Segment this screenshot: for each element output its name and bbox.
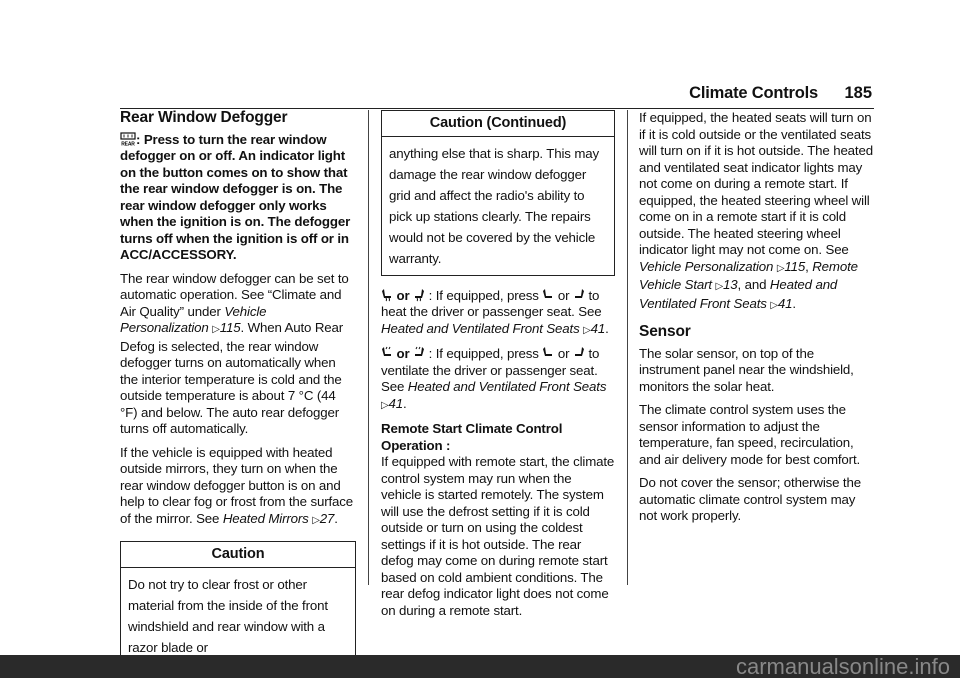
- heated-seat-driver-icon: [542, 288, 554, 302]
- heated-seat-passenger-icon: [573, 288, 585, 302]
- sensor-heading: Sensor: [639, 323, 691, 340]
- sensor-paragraph-1: The solar sensor, on top of the instrument panel near the windshield, monitors the solar heat.: [639, 345, 854, 394]
- page-ref[interactable]: 115: [219, 320, 241, 335]
- remote-start-text: If equipped with remote start, the climate control system may run when the vehicle is started remotely. The system will use the defrost setting if it is cold outside or turn on using the coldest settings if it is hot outside. The rear defog may come on during remote start based on cold ambient conditions. The rear defog indicator light does not come on during a remote start.: [381, 454, 615, 618]
- sensor-paragraph-2: The climate control system uses the sensor information to adjust the temperature, fan speed, recirculation, and air delivery mode for best comfort.: [639, 402, 861, 467]
- defogger-text: : Press to turn the rear window defogger on or off. An indicator light on the button comes on to show that the rear window defogger is on. The rear window defogger only works when the ignition is on. The defogger turns off when the ignition is off or in ACC/ACCESSORY.: [120, 131, 351, 262]
- column-3: [639, 110, 875, 532]
- caution-continued-box: [381, 110, 615, 276]
- xref-heated-seats[interactable]: Heated and Ventilated Front Seats: [639, 277, 838, 311]
- remote-seats-paragraph: If equipped, the heated seats will turn on if it is cold outside or the ventilated seats will turn on if it is hot outside. The heated and ventilated seat indicator lights may not come on during a remote start. If equipped, the heated steering wheel will come on in a remote start if it is cold outside. The heated steering wheel indicator light may not come on. See Vehicle Personalization ▷115, Remote Vehicle Start ▷13, and Heated and Ventilated Front Seats ▷41.: [639, 110, 873, 311]
- xref-heated-seats[interactable]: Heated and Ventilated Front Seats: [381, 320, 580, 336]
- page-ref-icon: ▷: [715, 281, 724, 292]
- page-ref[interactable]: 13: [723, 277, 738, 292]
- page-ref-icon: ▷: [770, 299, 778, 311]
- page-ref[interactable]: 115: [784, 258, 806, 274]
- xref-vehicle-personalization[interactable]: Vehicle Personalization: [120, 303, 267, 335]
- section-title: Climate Controls: [689, 84, 818, 102]
- column-1: [120, 110, 356, 672]
- heated-seat-driver-icon: [381, 288, 393, 302]
- mirrors-paragraph: If the vehicle is equipped with heated outside mirrors, they turn on when the rear window defogger button is on and help to clear fog or frost from the surface of the mirror. See Heated Mirrors ▷27.: [120, 444, 354, 526]
- auto-defog-paragraph: The rear window defogger can be set to automatic operation. See “Climate and Air Quality” under Vehicle Personalization ▷115. When Auto Rear Defog is selected, the rear window defogger turns on automatically when the interior temperature is cold and the outside temperature is about 7 °C (44 °F) and below. The auto rear defogger turns off automatically.: [120, 270, 349, 436]
- defogger-paragraph: [120, 132, 356, 264]
- xref-heated-mirrors[interactable]: Heated Mirrors: [222, 510, 309, 526]
- page-header: [0, 84, 960, 104]
- page-ref-icon: ▷: [381, 399, 389, 411]
- xref-remote-vehicle-start[interactable]: Remote Vehicle Start: [639, 258, 858, 292]
- page-ref[interactable]: 41: [777, 295, 793, 311]
- column-divider: [368, 110, 369, 585]
- sensor-paragraph-3: Do not cover the sensor; otherwise the automatic climate control system may not work properly.: [639, 475, 861, 523]
- svg-text:REAR: REAR: [121, 141, 135, 146]
- page-ref[interactable]: 27: [319, 510, 335, 526]
- ventilated-seat-passenger-icon: [573, 346, 585, 360]
- xref-heated-seats[interactable]: Heated and Ventilated Front Seats: [407, 379, 607, 394]
- remote-start-heading: Remote Start Climate Control Operation :: [381, 421, 563, 453]
- ventilated-seat-passenger-icon: [413, 346, 425, 360]
- caution-box: [120, 541, 356, 672]
- ventilated-seat-paragraph: or : If equipped, press or to ventilate the driver or passenger seat. See Heated and Ventilated Front Seats ▷41.: [381, 346, 607, 411]
- caution-title: Caution: [121, 542, 355, 568]
- remote-start-paragraph: [381, 421, 615, 619]
- watermark[interactable]: carmanualsonline.info: [735, 654, 950, 679]
- page-ref[interactable]: 41: [590, 320, 606, 336]
- column-divider: [627, 110, 628, 585]
- caution-title: Caution (Continued): [382, 111, 614, 137]
- page-number: 185: [844, 84, 872, 102]
- heated-seat-paragraph: or : If equipped, press or to heat the driver or passenger seat. See Heated and Ventilated Front Seats ▷41.: [381, 287, 609, 336]
- column-2: [381, 110, 615, 626]
- page-ref-icon: ▷: [212, 324, 220, 335]
- rear-defogger-heading: Rear Window Defogger: [120, 109, 288, 126]
- ventilated-seat-driver-icon: [381, 346, 393, 360]
- page-ref-icon: ▷: [312, 514, 320, 526]
- caution-body: Do not try to clear frost or other material from the inside of the front windshield and rear window with a razor blade or: [128, 576, 328, 655]
- page-ref[interactable]: 41: [388, 395, 404, 411]
- footer-bar: [0, 655, 960, 678]
- page-ref-icon: ▷: [583, 324, 591, 336]
- rear-defog-icon: [120, 132, 136, 146]
- ventilated-seat-driver-icon: [542, 346, 554, 360]
- xref-vehicle-personalization[interactable]: Vehicle Personalization: [639, 258, 774, 274]
- caution-body: anything else that is sharp. This may damage the rear window defogger grid and affect the radio's ability to pick up stations clearly. The repairs would not be covered by the vehicle warranty.: [389, 145, 600, 266]
- page-ref-icon: ▷: [776, 262, 785, 274]
- heated-seat-passenger-icon: [413, 288, 425, 302]
